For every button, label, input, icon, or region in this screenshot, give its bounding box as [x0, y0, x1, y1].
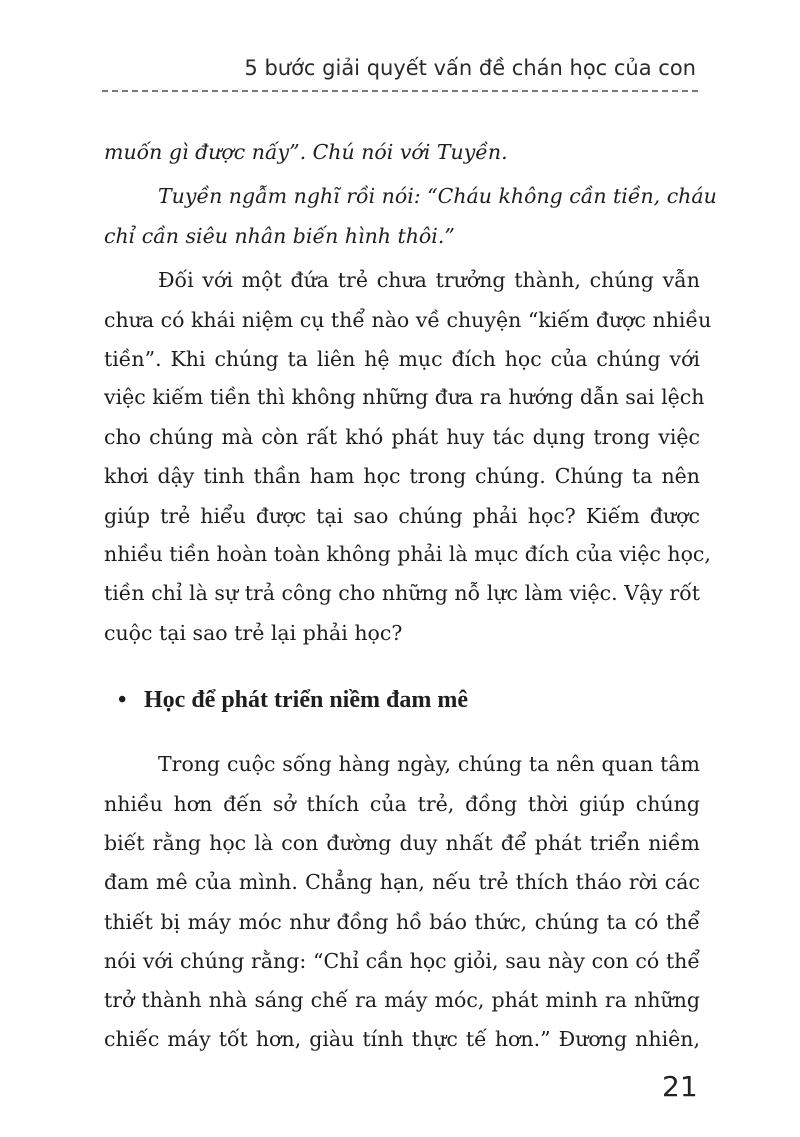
bullet-icon: •	[118, 687, 127, 713]
text-line: tiền chỉ là sự trả công cho những nỗ lực làm việc. Vậy rốt	[104, 581, 700, 605]
text-line: biết rằng học là con đường duy nhất để phát triển niềm	[104, 831, 700, 855]
section-heading	[118, 684, 468, 716]
text-line: Tuyền ngẫm nghĩ rồi nói: “Cháu không cần tiền, cháu	[158, 184, 717, 208]
text-line: Đối với một đứa trẻ chưa trưởng thành, chúng vẫn	[158, 268, 700, 292]
text-line: khơi dậy tinh thần ham học trong chúng. Chúng ta nên	[104, 464, 700, 488]
running-header-title: 5 bước giải quyết vấn đề chán học của con	[244, 56, 696, 80]
text-line: muốn gì được nấy”. Chú nói với Tuyền.	[104, 140, 508, 164]
text-line: Trong cuộc sống hàng ngày, chúng ta nên quan tâm	[158, 752, 700, 776]
text-line: việc kiếm tiền thì không những đưa ra hướng dẫn sai lệch	[104, 385, 705, 409]
page-number: 21	[662, 1070, 698, 1103]
text-line: cuộc tại sao trẻ lại phải học?	[104, 621, 403, 645]
text-line: chiếc máy tốt hơn, giàu tính thực tế hơn.” Đương nhiên,	[104, 1027, 700, 1051]
text-line: chưa có khái niệm cụ thể nào về chuyện “kiếm được nhiều	[104, 308, 712, 332]
section-heading-text: Học để phát triển niềm đam mê	[144, 687, 468, 713]
running-header	[102, 50, 698, 92]
text-line: đam mê của mình. Chẳng hạn, nếu trẻ thích tháo rời các	[104, 870, 700, 894]
text-line: chỉ cần siêu nhân biến hình thôi.”	[104, 224, 455, 248]
text-line: trở thành nhà sáng chế ra máy móc, phát minh ra những	[104, 988, 700, 1012]
text-line: tiền”. Khi chúng ta liên hệ mục đích học của chúng với	[104, 347, 700, 371]
text-line: giúp trẻ hiểu được tại sao chúng phải học? Kiếm được	[104, 504, 700, 528]
text-line: cho chúng mà còn rất khó phát huy tác dụng trong việc	[104, 425, 700, 449]
text-line: nhiều hơn đến sở thích của trẻ, đồng thời giúp chúng	[104, 792, 700, 816]
text-line: nói với chúng rằng: “Chỉ cần học giỏi, sau này con có thể	[104, 949, 700, 973]
text-line: nhiều tiền hoàn toàn không phải là mục đích của việc học,	[104, 542, 711, 566]
text-line: thiết bị máy móc như đồng hồ báo thức, chúng ta có thể	[104, 910, 700, 934]
